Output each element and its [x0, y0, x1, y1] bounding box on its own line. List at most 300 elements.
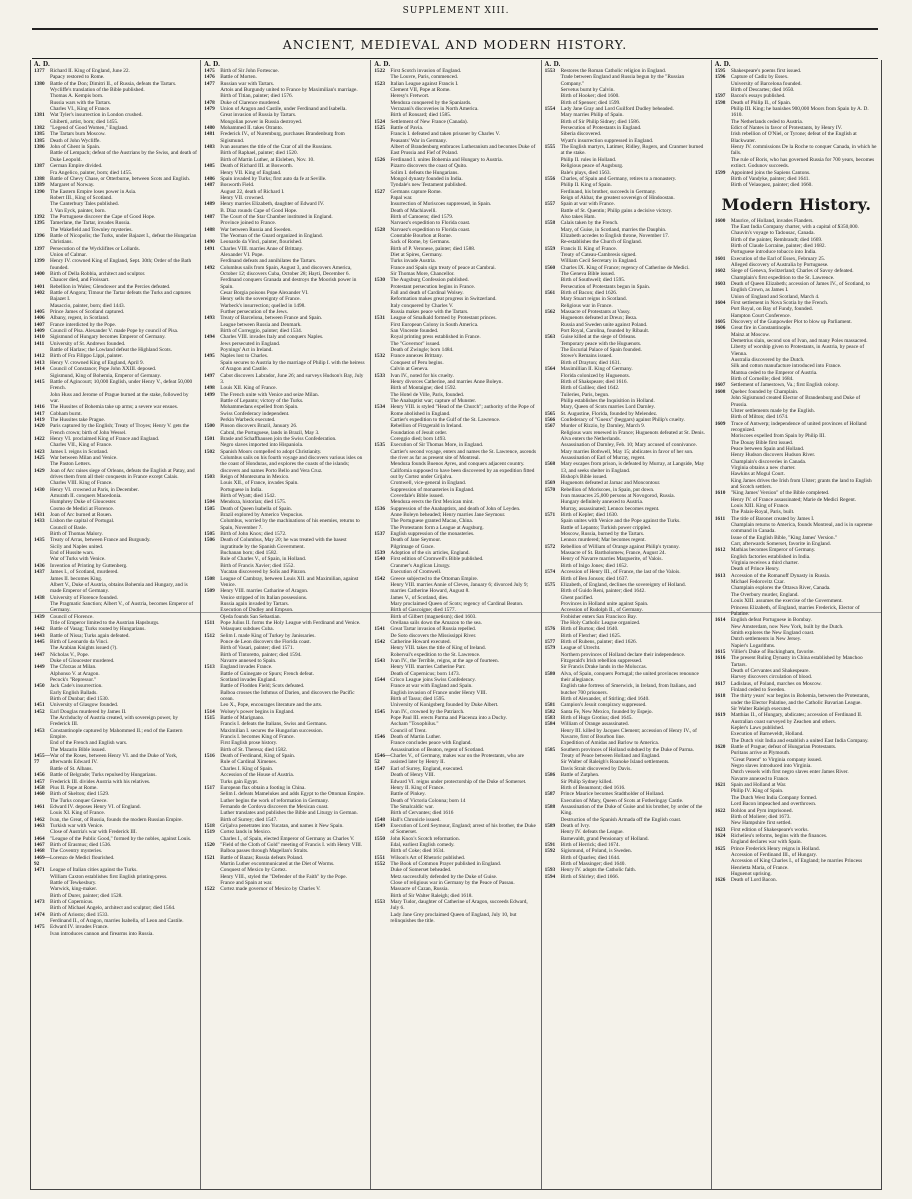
entry-text: Death of Columbus, May 20; he was treated with the basest ingratitude by the Spanish Government.	[220, 537, 347, 550]
entry-text: Council of Florence.	[50, 613, 94, 620]
entry-text: Frobisher enters San Francisco Bay.	[560, 613, 637, 620]
entry-text: Balboa crosses the Isthmus of Darien, and discovers the Pacific ocean.	[220, 689, 355, 703]
entry-text: The Protestants form a League at Augsburg.	[390, 524, 484, 531]
entry-year: 1499	[204, 391, 215, 398]
entry-text: Port Royal, Carolina, founded by Ribault.	[560, 328, 650, 335]
entry-year: 1524	[374, 118, 385, 125]
entry-year: 1612	[714, 547, 726, 554]
entry-text: Lord Bacon impeached and overthrown.	[730, 801, 817, 808]
entry-text: Huguenots defeated at Dreux; Beza.	[560, 315, 638, 322]
entry-text: The Eastern Empire loses power in Asia.	[50, 188, 137, 195]
history-entry	[715, 144, 878, 157]
entry-text: Battle of Zutphen.	[560, 772, 600, 779]
entry-text: Birth of Hooker; died 1600.	[560, 93, 620, 100]
entry-year: 1525	[374, 125, 385, 132]
entry-text: Birth of Descartes; died 1650.	[730, 87, 795, 94]
entry-text: Cortez made governor of Mexico by Charles V.	[220, 886, 321, 893]
entry-text: Suppression of monasteries in England.	[390, 486, 475, 493]
entry-text: Fra Angelico, painter, born; died 1455.	[50, 169, 133, 176]
column-2	[201, 60, 371, 1189]
entry-year	[715, 131, 731, 144]
entry-text: Edal, earliest English comedy.	[390, 841, 455, 848]
entry-year: 1625	[714, 845, 726, 852]
entry-text: Also takes Ham.	[560, 213, 596, 220]
history-entry	[715, 106, 878, 119]
entry-text: Coreggio died; born 1493.	[390, 435, 447, 442]
entry-year: 1415	[34, 378, 45, 385]
entry-text: Treaty of Cateau-Cambresis signed.	[560, 251, 637, 258]
entry-year: 1626	[714, 877, 726, 884]
entry-text: Close of Austria's war with Frederick III.	[50, 829, 138, 836]
entry-text: Luther translates and publishes the Bible and Liturgy in German.	[220, 810, 358, 817]
history-entry	[374, 899, 537, 912]
entry-year: 1570	[544, 486, 556, 493]
entry-text: Silk and cotton manufacture introduced into France.	[730, 363, 842, 370]
entry-text: The Arabian Knights issued (?).	[50, 645, 118, 652]
page-title	[32, 28, 878, 59]
entry-text: Accession of Rudolph II., of Germany.	[560, 607, 643, 614]
history-entry	[545, 728, 708, 741]
entry-text: The Book of Common Prayer published in England.	[390, 860, 502, 867]
entry-text: Francis II. King of France.	[560, 245, 618, 252]
entry-text: Birth of Montaigne; died 1592.	[390, 385, 457, 392]
entry-text: War between Russia and Sweden.	[220, 226, 292, 233]
entry-year: 1619	[714, 712, 726, 719]
entry-text: Luther begins the work of reformation in Germany.	[220, 797, 330, 804]
entry-text: Rebellion in Wales; Glendower and the Percies defeated.	[50, 283, 171, 290]
entry-text: Birth of Spenser; died 1599.	[560, 99, 621, 106]
entry-text: Greece subjected to the Ottoman Empire.	[390, 575, 479, 582]
entry-text: Metz successfully defended by the Duke of Guise.	[390, 873, 498, 880]
entry-year: 1467	[34, 841, 45, 848]
entry-year	[715, 858, 731, 871]
entry-year: 1447	[34, 651, 45, 658]
entry-text: Rebellion of Moriscoes, in Spain, put down.	[560, 486, 655, 493]
history-entry	[34, 855, 197, 868]
entry-year: 1433	[34, 518, 45, 525]
entry-text: Finland ceded to Sweden.	[730, 686, 786, 693]
column-1	[31, 60, 201, 1189]
entry-text: Moriscoes expelled from Spain by Philip III.	[730, 433, 826, 440]
history-entry	[374, 912, 537, 925]
entry-year: 1435	[34, 537, 45, 544]
entry-year: 1396	[34, 232, 45, 239]
entry-year: 1599	[714, 169, 726, 176]
entry-text: The Hussites of Bohemia take up arms; a severe war ensues.	[50, 404, 179, 411]
entry-year	[204, 455, 220, 474]
entry-text: Masaccio, painter, born; died 1443.	[50, 302, 125, 309]
entry-text: Elizabeth, of England, declines the sovereignty of Holland.	[560, 581, 686, 588]
entry-year: 1616	[714, 655, 726, 662]
entry-text: Fall and death of Cardinal Wolsey.	[390, 290, 464, 297]
entry-text: The Paston Letters.	[50, 461, 92, 468]
entry-year: 1401	[34, 283, 45, 290]
entry-text: The Pragmatic Sanction; Albert V., of Austria, becomes Emperor of Germany.	[50, 600, 194, 614]
history-entry	[715, 281, 878, 294]
entry-text: Tamerlane, the Tartar, invades Russia.	[50, 220, 131, 227]
entry-year: 1604	[714, 300, 726, 306]
entry-year: 1439	[34, 613, 45, 620]
entry-text: Hungary definitely annexed to Austria.	[560, 499, 644, 506]
entry-text: Death of Cervantes and Shakespeare.	[730, 667, 810, 674]
entry-text: University of Konigsberg founded by Duke Albert.	[390, 702, 499, 709]
entry-text: Birth of Drayton; died 1631.	[560, 359, 622, 366]
entry-text: De Soto discovers the Mississippi River.	[390, 632, 477, 639]
entry-text: Germans capture Rome.	[390, 188, 442, 195]
entry-text: Scotland invades England.	[220, 677, 277, 683]
entry-text: End of Hussite wars.	[50, 550, 95, 557]
entry-text: Birth of Bacon; died 1626.	[560, 290, 618, 297]
entry-year: 1542	[374, 575, 385, 582]
entry-text: Mathias becomes Emperor of Germany.	[730, 547, 816, 554]
entry-text: Shakespeare's poems first issued.	[730, 68, 802, 74]
entry-text: Francis I. defeats the Italians, Swiss and Germans.	[220, 721, 327, 728]
entry-year: 1565	[544, 410, 556, 417]
entry-text: France interdicted by the Pope.	[50, 321, 117, 328]
entry-text: Settlement of Jamestown, Va.; first English colony.	[730, 382, 840, 389]
entry-year: 1390	[34, 188, 45, 195]
entry-text: Maximillian II. King of Germany.	[560, 366, 633, 373]
entry-text: Birth of Ben Jonson; died 1637.	[560, 575, 629, 582]
entry-text: William Cecil Secretary in England.	[560, 258, 638, 265]
entry-text: "King James' Version" of the Bible completed.	[730, 490, 830, 497]
entry-text: Edward VI. reigns under protectorship of the Duke of Somerset.	[390, 778, 527, 785]
entry-text: Birth of Quarles; died 1644.	[560, 854, 621, 861]
entry-year: 1581	[544, 702, 556, 709]
entry-text: Battle of St. Quentin; Philip gains a decisive victory.	[560, 207, 673, 214]
ad-label: A. D.	[374, 61, 391, 68]
entry-text: Battle of Nicopolis; the Turks, under Bajazet I., defeat the Hungarian Christians.	[50, 232, 197, 246]
entry-text: "League of the Public Good," formed by the nobles, against Louis.	[50, 835, 192, 842]
entry-year: 1589	[544, 822, 556, 829]
history-entry	[34, 468, 197, 481]
entry-text: Italian League against Francis I.	[390, 80, 459, 87]
entry-text: Birth of St. Theresa; died 1582.	[220, 746, 288, 753]
history-entry	[34, 423, 197, 436]
entry-text: Dutch vessels with first negro slaves enter James River.	[730, 769, 849, 776]
entry-text: Liberty of worship given to Protestants, in Austria, by peace of Vienna.	[730, 344, 865, 357]
entry-text: Temporary peace with the Huguenots.	[560, 340, 642, 347]
entry-text: Ivan IV., noted for his cruelty.	[390, 372, 454, 379]
entry-text: Margaret of Norway.	[50, 182, 95, 189]
entry-text: Pius II. Pope at Rome.	[50, 784, 98, 791]
entry-text: The present Ruling Dynasty in China established by Manchoo Tartars.	[730, 655, 863, 668]
entry-text: Charles VII., King of France.	[50, 442, 113, 449]
entry-year: 1417	[34, 410, 45, 417]
entry-text: Birth of Velasquez, painter; died 1660.	[730, 182, 813, 189]
entry-text: Lisbon the capital of Portugal.	[50, 518, 115, 525]
entry-text: Battle of Pinkey.	[390, 791, 426, 798]
history-entry	[34, 392, 197, 405]
entry-text: Mendoza erects the first Mexican mint.	[390, 499, 474, 506]
entry-year: 1429	[34, 467, 45, 474]
entry-year: 1397	[34, 245, 45, 252]
history-entry	[545, 74, 708, 87]
entry-year: 1613	[714, 572, 726, 579]
entry-text: First European Colony in South America.	[390, 321, 479, 328]
entry-text: Lady Jane Grey proclaimed Queen of England, July 10, but relinquishes the title.	[390, 911, 517, 925]
entry-text: Sir Walter of Raleigh's Roanoke Island settlements.	[560, 759, 670, 766]
entry-text: Birth of Erasmus; died 1536.	[50, 841, 112, 848]
entry-text: James V., of Scotland, dies.	[390, 594, 449, 601]
entry-year: 1509	[204, 588, 215, 595]
entry-year: 1615	[714, 648, 726, 655]
entry-text: League of Cambray, between Louis XII. and Maximilian, against Venice.	[220, 575, 359, 588]
history-entry	[715, 605, 878, 618]
history-entry	[34, 715, 197, 728]
entry-text: The Escurial Palace of Spain founded.	[560, 347, 642, 354]
entry-year: 1555	[544, 144, 556, 151]
entry-year: 1544	[374, 677, 385, 683]
entry-text: Verrazani's discoveries in North America.	[390, 106, 479, 113]
entry-text: France and Spain sign treaty of peace at Cambrai.	[390, 264, 496, 271]
entry-text: Birth of Gilbert (magnetism); died 1603.	[390, 613, 477, 620]
entry-year: 1556	[544, 175, 556, 182]
entry-text: Duke of Somerset beheaded.	[390, 867, 452, 874]
history-entry	[204, 265, 367, 278]
entry-year: 1512	[204, 632, 215, 639]
entry-text: Capture of Cadiz by Essex.	[730, 74, 789, 81]
entry-text: Death of Lord Bacon.	[730, 877, 777, 884]
entry-text: Battle of Lepanto; victory of the Turks.	[220, 397, 304, 404]
history-entry	[204, 373, 367, 386]
entry-year: 1557	[544, 201, 556, 208]
entry-text: Great Tartar invasion of Russia repelled.	[390, 626, 477, 633]
entry-text: The Canterbury Tales published.	[50, 201, 119, 208]
entry-year: 1543	[374, 657, 385, 664]
entry-text: Louis XII. King of France.	[220, 385, 277, 392]
entry-text: Alleged discovery of Australia by Portuguese.	[730, 261, 829, 268]
entry-year: 1490	[204, 239, 215, 246]
entry-text: Wycliffe's translation of the Bible published.	[50, 87, 145, 94]
entry-year: 1567	[544, 423, 556, 430]
entry-text: Birth of Fra Filippo Lippi, painter.	[50, 353, 123, 360]
entry-text: Selim I. defeats Mamelukes and adds Egypt to the Ottoman Empire.	[220, 791, 365, 798]
entry-text: Accession of Henry III., of France, the last of the Valois.	[560, 569, 681, 576]
entry-text: Suppression of the Anabaptists, and death of John of Leyden.	[390, 505, 521, 512]
entry-text: Stowe's Remains issued.	[560, 353, 613, 360]
entry-text: Jack Cade's insurrection.	[50, 683, 103, 690]
entry-text: Mary marries Bothwell, May 15; abdicates in favor of her son.	[560, 448, 694, 455]
entry-year: 1468	[34, 848, 45, 855]
entry-year: 1475	[34, 924, 45, 931]
entry-year: 1385	[34, 131, 45, 138]
entry-text: German Empire divided.	[50, 163, 103, 170]
entry-text: The Wakefield and Townley mysteries.	[50, 226, 133, 233]
history-entry	[34, 601, 197, 614]
entry-text: Philip III. King; he banishes 900,000 Moors from Spain by A. D. 1610.	[730, 106, 869, 119]
entry-text: First edition of Shakespeare's works.	[730, 826, 809, 833]
entry-year: 1568	[544, 461, 556, 468]
entry-text: League between Russia and Denmark.	[220, 321, 302, 328]
entry-year: 1497	[204, 372, 215, 379]
entry-text: War of Turks with Venice.	[50, 556, 106, 563]
entry-text: The Douay Bible first issued.	[730, 439, 794, 446]
entry-year: 1471	[34, 867, 45, 874]
entry-text: Puritans arrive at Plymouth.	[730, 750, 791, 757]
entry-text: Columbus, worried by the machinations of his enemies, returns to Spain, November 7.	[220, 518, 360, 531]
entry-year: 1516	[204, 753, 215, 760]
entry-text: Henry Hudson discovers Hudson River.	[730, 452, 816, 459]
entry-year: 1592	[544, 848, 556, 855]
entry-year: 1535	[374, 442, 385, 449]
ad-label: A. D.	[544, 61, 561, 68]
entry-text: Selim I. made King of Turkey by Janissaries.	[220, 632, 316, 639]
entry-text: England declares war with Spain.	[730, 839, 802, 846]
entry-year: 1400	[34, 271, 45, 277]
entry-text: Battle of Marignano.	[220, 715, 265, 722]
entry-text: Chauvin's voyage to Tadousac, Canada.	[730, 230, 815, 237]
entry-text: The Mazarin Bible issued.	[50, 746, 106, 753]
entry-text: Assassination of Darnley, Feb. 10; Mary accused of connivance.	[560, 442, 697, 449]
entry-year: 1508	[204, 575, 215, 582]
entry-text: Port Royal, on Bay of Fundy, founded.	[730, 306, 814, 313]
entry-text: Death of John Wycliffe.	[50, 137, 101, 144]
entry-year: 1574	[544, 569, 556, 576]
entry-year	[715, 522, 731, 535]
entry-text: Murray, assassinated; Lennox becomes regent.	[560, 505, 660, 512]
entry-text: Mary escapes from prison, is defeated by Murray, at Langside, May 13, and seeks shelter in England.	[560, 461, 705, 474]
history-entry	[374, 404, 537, 417]
entry-year: 1416	[34, 404, 45, 411]
entry-text: The Dutch West India Company formed.	[730, 794, 818, 801]
entry-text: Elizabeth accedes to English throne, November 17.	[560, 232, 670, 239]
entry-text: Champlain explores the Ottawa River, Canada.	[730, 585, 831, 592]
entry-year	[545, 74, 561, 87]
entry-text: English factories established in India.	[730, 553, 811, 560]
entry-year: 1607	[714, 382, 726, 389]
entry-text: Southern provinces of Holland subdued by the Duke of Parma.	[560, 746, 694, 753]
entry-text: Spain at war with France.	[560, 201, 615, 208]
entry-text: Joan of Arc raises siege of Orleans, defeats the English at Patay, and drives them from all their conquests in France except Calais.	[50, 467, 195, 480]
entry-text: Mantua ceded to the Emperor of Austria.	[730, 369, 818, 376]
history-entry	[34, 753, 197, 766]
entry-text: Battle of Belgrade; Turks repulsed by Hungarians.	[50, 772, 157, 779]
entry-text: Birth of Vandyke, painter; died 1641.	[730, 175, 810, 182]
entry-text: Ivan IV., crowned by the Patriarch.	[390, 708, 465, 715]
entry-text: The Smalcaldic war.	[390, 803, 434, 810]
entry-year	[715, 144, 731, 157]
entry-text: "Legend of Good Women," England.	[50, 125, 129, 132]
entry-year	[715, 478, 731, 491]
entry-text: Birth of Ariosto; died 1533.	[50, 911, 109, 918]
history-entry	[34, 258, 197, 271]
entry-year: 1617	[714, 680, 726, 687]
entry-year	[374, 468, 390, 481]
entry-text: The Turks conquer Greece.	[50, 797, 108, 804]
entry-text: J. Van Eyck, painter, born.	[50, 207, 106, 214]
entry-text: Battle of Bazas; Russia defeats Poland.	[220, 854, 304, 861]
entry-text: Mary Tudor, daughter of Catherine of Aragon, succeeds Edward, July 6.	[390, 899, 528, 912]
entry-text: Calais taken by the French.	[560, 220, 619, 227]
entry-text: Sack of Rome, by Germans.	[390, 239, 451, 246]
entry-text: Great invasion of Russia by Tartars.	[220, 112, 297, 119]
entry-year	[545, 683, 561, 696]
entry-text: Birth of Wyatt; died 1542.	[220, 493, 276, 500]
entry-text: Bohlon and Pym imprisoned.	[730, 807, 793, 814]
entry-year: 1451	[34, 702, 45, 709]
entry-text: Amurath II. conquers Macedonia.	[50, 493, 122, 500]
entry-text: Balboa passes through Magellan's Straits.	[220, 848, 309, 855]
entry-text: Great fire in Constantinople.	[730, 325, 792, 332]
entry-text: Sir Philip Sydney killed.	[560, 778, 613, 785]
entry-text: Humphrey Duke of Gloucester.	[50, 499, 117, 506]
entry-year: 1452	[34, 708, 45, 715]
entry-year: 1571	[544, 512, 556, 519]
entry-text: Further persecution of the Jews.	[220, 309, 289, 316]
entry-year: 1547	[374, 765, 385, 772]
entry-text: Fernando de Cordova discovers the Mexican coast.	[220, 803, 329, 810]
entry-text: Constantinople captured by Mahommed II.; end of the Eastern Empire.	[50, 727, 183, 741]
entry-text: Charles I. King of Spain.	[220, 765, 274, 772]
entry-text: Council of Trent.	[390, 727, 427, 734]
entry-text: Execution of Lord Seymour, England; arrest of his brother, the Duke of Somerset.	[390, 822, 536, 836]
history-entry	[715, 182, 878, 188]
history-entry	[204, 455, 367, 474]
entry-text: Catherine Howard executed.	[390, 638, 451, 645]
entry-year: 1493	[204, 315, 215, 322]
entry-year: 1486	[204, 175, 215, 182]
entry-year: 1479	[204, 106, 215, 113]
entry-year: 1602	[714, 268, 726, 275]
entry-year: 1506	[204, 537, 215, 544]
entry-text: War of the Roses, between Henry VI. and the Duke of York, afterwards Edward IV.	[50, 753, 178, 766]
entry-text: New Amsterdam, now New York, built by the Dutch.	[730, 623, 844, 630]
entry-year: 1485	[204, 163, 215, 170]
entry-year: 1611	[714, 515, 726, 522]
entry-year: 1521	[204, 854, 215, 861]
history-entry	[34, 379, 197, 392]
entry-text: Richard II. King of England, June 22.	[50, 68, 130, 74]
entry-text: Francis I. defeated and taken prisoner by Charles V.	[390, 131, 500, 138]
entry-year: 1505	[204, 531, 215, 538]
entry-text: Mainz at Moscow.	[730, 331, 771, 338]
history-entry	[204, 537, 367, 550]
entry-text: "Great Patent" to Virginia company issued.	[730, 756, 823, 763]
entry-text: Bishop's Bible issued.	[560, 474, 608, 480]
entry-text: War between Milan and Venice.	[50, 454, 118, 461]
entry-text: Rule of Charles V., of Spain, in Holland.	[220, 556, 307, 563]
entry-text: Sicily and Naples united.	[50, 543, 104, 550]
entry-text: Spain invaded by Turks; first auto da fe at Seville.	[220, 175, 327, 182]
entry-text: Birth of Camoens; died 1579.	[390, 213, 454, 220]
entry-text: Ivan assumes the title of the Czar of all the Russians.	[220, 144, 333, 151]
entry-text: The Tartars burn Moscow.	[50, 131, 106, 138]
entry-text: Protestant persecution begins in France.	[390, 283, 475, 290]
entry-text: Alva enters the Netherlands.	[560, 435, 621, 442]
entry-year	[34, 931, 50, 937]
entry-text: San Vincente founded.	[390, 328, 439, 335]
entry-text: Frederick IV., of Nuremburg, purchases Brandenburg from Sigismund.	[220, 131, 345, 144]
entry-year: 1460	[34, 791, 45, 798]
entry-text: Accession of the House of Austria.	[220, 772, 295, 779]
entry-year	[34, 150, 50, 163]
entry-year: 1387	[34, 163, 45, 170]
history-entry	[374, 449, 537, 462]
entry-text: James I., of Scotland, murdered.	[50, 569, 119, 576]
entry-text: Jews persecuted in England.	[220, 340, 281, 347]
entry-text: Duke of Clarence murdered.	[220, 99, 281, 106]
entry-text: Cartier's second voyage, enters and names the St. Lawrence, ascends the river as far as present site of Montreal.	[390, 448, 537, 461]
entry-year: 1395	[34, 220, 45, 227]
entry-text: Council of Pisa. Alexander V. made Pope by council of Pisa.	[50, 328, 179, 335]
entry-text: Brasle and Schaffhausen join the Swiss Confederation.	[220, 435, 337, 442]
entry-text: California supposed to have been discovered by an expedition fitted out by Cortez under Grijalva.	[390, 467, 535, 480]
entry-text: The Cforzas at Milan.	[50, 664, 97, 671]
entry-text: Narvaez's expedition to Florida coast.	[390, 220, 471, 227]
entry-year: 1385	[34, 137, 45, 144]
entry-text: Wat Tyler's insurrection in London crushed.	[50, 112, 143, 119]
